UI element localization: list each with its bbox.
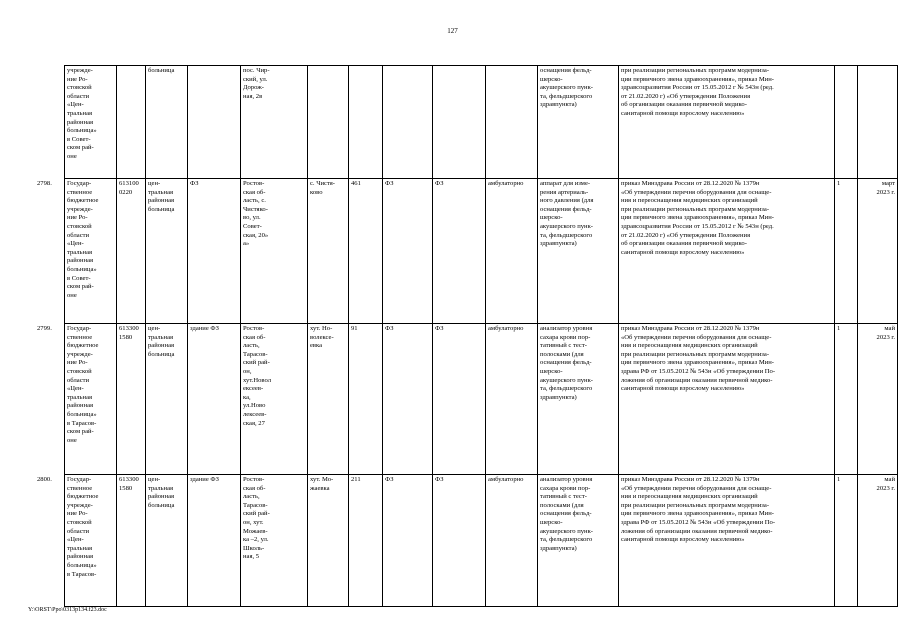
footer-file-path: Y:\ORST\Ppo\0313p134.f23.doc <box>28 607 107 613</box>
table-row <box>65 179 898 324</box>
quantity-cell: 1 <box>835 324 858 475</box>
row-number: 2799. <box>37 325 52 332</box>
unit-type-cell <box>433 66 486 179</box>
care-form-cell <box>486 66 538 179</box>
building-cell: ФЗ <box>188 179 241 324</box>
organization-cell <box>37 324 117 475</box>
date-cell: март 2023 г. <box>858 179 898 324</box>
legal-basis-cell: при реализации региональных программ модерниза- ции первичного звена здравоохранения», приказ Мин- здравсоцразвития России от 15.05.2012 г № 543н (ред. от 21.02.2020 г) «Об утверждении Положения об организации оказания первичной медико- санитарной помощи взрослому населению» <box>619 66 835 179</box>
row-number: 2798. <box>37 180 52 187</box>
code-cell: 613300 1580 <box>117 475 146 607</box>
address-cell: Ростов- ская об- ласть, Тарасов- ский рай- он, хут.Новол ексеев- ка, ул.Ново лексеев- ская, 27 <box>241 324 308 475</box>
code-cell: 613100 0220 <box>117 179 146 324</box>
facility-type-cell: цен- тральная районная больница <box>146 324 188 475</box>
table-row <box>65 475 898 607</box>
legal-basis-cell: приказ Минздрава России от 28.12.2020 № 1379н «Об утверждении перечня оборудования для оснаще- ния и переоснащения медицинских организаций при реализации региональных программ модерниза- ции первичного звена здравоохранения», приказ Мин- здравсоцразвития России от 15.05.2012 г № 543н (ред. от 21.02.2020 г) «Об утверждении Положения об организации оказания первичной медико- санитарной помощи взрослому населению» <box>619 179 835 324</box>
quantity-cell: 1 <box>835 475 858 607</box>
unit-type-cell: ФЗ <box>433 324 486 475</box>
building-cell: здание ФЗ <box>188 324 241 475</box>
unit-cell: ФЗ <box>383 179 433 324</box>
unit-type-cell: ФЗ <box>433 475 486 607</box>
quantity-cell: 1 <box>835 179 858 324</box>
equipment-cell: аппарат для изме- рения артериаль- ного давления (для оснащения фельд- шерско- акушерского пунк- та, фельдшерского здравпункта) <box>538 179 619 324</box>
equipment-cell: анализатор уровня сахара крови пор- тативный с тест- полосками (для оснащения фельд- шерско- акушерского пунк- та, фельдшерского здравпункта) <box>538 475 619 607</box>
code-cell <box>117 66 146 179</box>
legal-basis-cell: приказ Минздрава России от 28.12.2020 № 1379н «Об утверждении перечня оборудования для оснаще- ния и переоснащения медицинских организаций при реализации региональных программ модерниза- ции первичного звена здравоохранения», приказ Мин- здрава РФ от 15.05.2012 № 543н «Об утверждении По- ложения об организации оказания первичной медико- санитарной помощи взрослому населению» <box>619 475 835 607</box>
settlement-cell <box>308 66 349 179</box>
row-number: 2800. <box>37 476 52 483</box>
organization-cell <box>37 179 117 324</box>
organization-name: Государ- ственное бюджетное учрежде- ние Ро- стовской области «Цен- тральная районная больница» в Тарасов- <box>67 476 99 578</box>
settlement-cell: хут. Но- волексе- евка <box>308 324 349 475</box>
population-cell: 211 <box>349 475 383 607</box>
facility-type-cell: цен- тральная районная больница <box>146 475 188 607</box>
population-cell: 461 <box>349 179 383 324</box>
population-cell: 91 <box>349 324 383 475</box>
address-cell: Ростов- ская об- ласть, Тарасов- ский рай- он, хут. Можаев- ка –2, ул. Школь- ная, 5 <box>241 475 308 607</box>
date-cell <box>858 66 898 179</box>
building-cell: здание ФЗ <box>188 475 241 607</box>
unit-cell <box>383 66 433 179</box>
date-cell: май 2023 г. <box>858 324 898 475</box>
unit-type-cell: ФЗ <box>433 179 486 324</box>
legal-basis-cell: приказ Минздрава России от 28.12.2020 № 1379н «Об утверждении перечня оборудования для оснаще- ния и переоснащения медицинских организаций при реализации региональных программ модерниза- ции первичного звена здравоохранения», приказ Мин- здрава РФ от 15.05.2012 № 543н «Об утверждении По- ложения об организации оказания первичной медико- санитарной помощи взрослому населению» <box>619 324 835 475</box>
facility-type-cell: больница <box>146 66 188 179</box>
settlement-cell: с. Чистя- ково <box>308 179 349 324</box>
date-cell: май 2023 г. <box>858 475 898 607</box>
code-cell: 613300 1580 <box>117 324 146 475</box>
care-form-cell: амбулаторно <box>486 475 538 607</box>
address-cell: Ростов- ская об- ласть, с. Чистяко- во, ул. Совет- ская, 20» а» <box>241 179 308 324</box>
page-number: 127 <box>447 27 458 35</box>
population-cell <box>349 66 383 179</box>
settlement-cell: хут. Мо- жаевка <box>308 475 349 607</box>
facility-type-cell: цен- тральная районная больница <box>146 179 188 324</box>
building-cell <box>188 66 241 179</box>
equipment-cell: анализатор уровня сахара крови пор- тативный с тест- полосками (для оснащения фельд- шерско- акушерского пунк- та, фельдшерского здравпункта) <box>538 324 619 475</box>
quantity-cell <box>835 66 858 179</box>
equipment-table <box>37 65 898 607</box>
organization-name: Государ- ственное бюджетное учрежде- ние Ро- стовской области «Цен- тральная районная больница» в Совет- ском рай- оне <box>67 180 99 299</box>
table-row <box>65 324 898 475</box>
equipment-cell: оснащения фельд- шерско- акушерского пунк- та, фельдшерского здравпункта) <box>538 66 619 179</box>
table-row <box>65 66 898 179</box>
care-form-cell: амбулаторно <box>486 324 538 475</box>
organization-name: Государ- ственное бюджетное учрежде- ние Ро- стовской области «Цен- тральная районная больница» в Тарасов- ском рай- оне <box>67 325 99 444</box>
unit-cell: ФЗ <box>383 475 433 607</box>
organization-cell: учрежде- ние Ро- стовской области «Цен- тральная районная больница» в Совет- ском рай- оне <box>65 66 117 179</box>
care-form-cell: амбулаторно <box>486 179 538 324</box>
address-cell: пос. Чир- ский, ул. Дорож- ная, 2в <box>241 66 308 179</box>
unit-cell: ФЗ <box>383 324 433 475</box>
organization-cell <box>37 475 117 607</box>
